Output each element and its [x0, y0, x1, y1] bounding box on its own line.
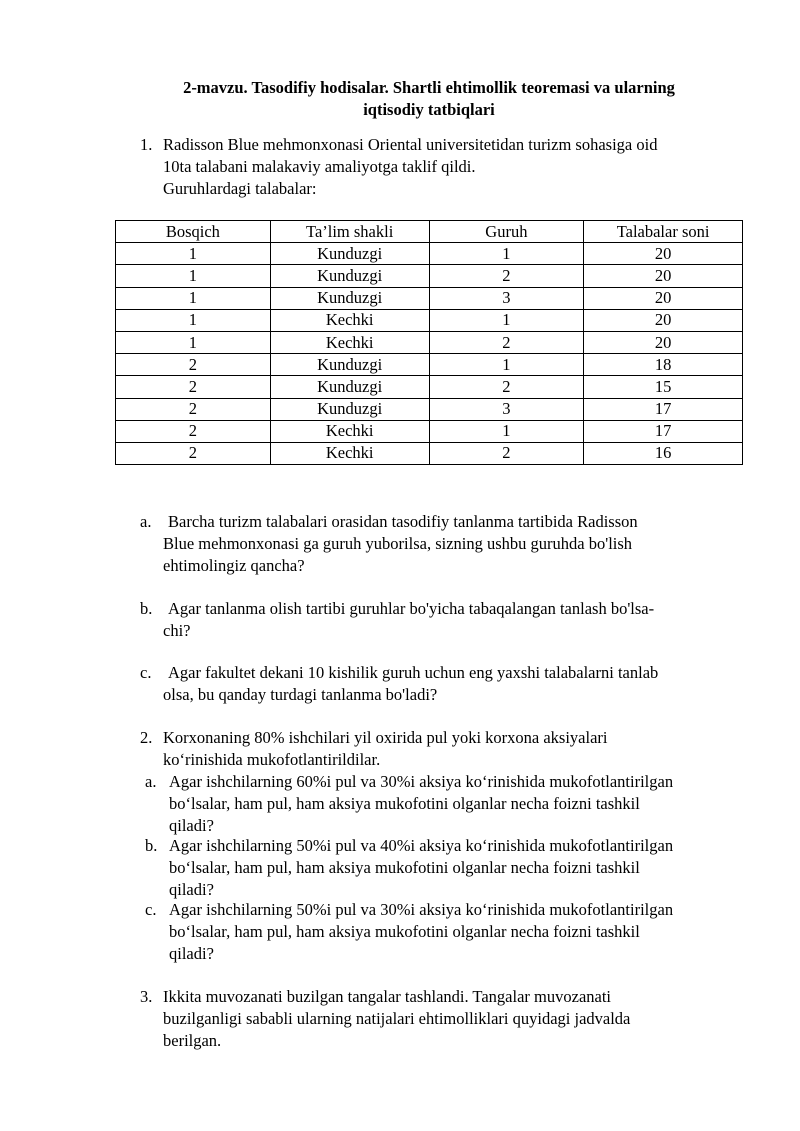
question-2c-label: c. [145, 900, 157, 919]
page-title [100, 77, 758, 121]
table-row [116, 354, 743, 376]
table-cell: 20 [584, 309, 743, 331]
table-cell: 2 [116, 420, 271, 442]
question-1a-line-1: Barcha turizm talabalari orasidan tasodifiy tanlanma tartibida Radisson [168, 512, 638, 531]
table-cell: 1 [429, 420, 584, 442]
table-cell: 1 [429, 243, 584, 265]
question-2b-label: b. [145, 836, 158, 855]
table-cell: 2 [429, 331, 584, 353]
question-1b-label: b. [140, 599, 153, 618]
table-cell: 1 [429, 354, 584, 376]
title-line-1: 2-mavzu. Tasodifiy hodisalar. Shartli ehtimollik teoremasi va ularning [183, 78, 675, 97]
table-row [116, 442, 743, 464]
table-cell: 20 [584, 243, 743, 265]
table-cell: 3 [429, 287, 584, 309]
table-cell: Kunduzgi [270, 398, 429, 420]
table-header-cell: Ta’lim shakli [270, 221, 429, 243]
table-cell: Kechki [270, 442, 429, 464]
question-2b [145, 835, 745, 901]
question-1a-line-2: Blue mehmonxonasi ga guruh yuborilsa, sizning ushbu guruhda bo'lish [163, 534, 633, 553]
table-row [116, 420, 743, 442]
question-1-number: 1. [140, 135, 153, 154]
question-2 [140, 727, 743, 771]
question-1b-line-2: chi? [163, 621, 191, 640]
question-3 [140, 986, 743, 1052]
table-cell: 20 [584, 287, 743, 309]
table-cell: Kunduzgi [270, 265, 429, 287]
table-cell: 16 [584, 442, 743, 464]
table-cell: Kunduzgi [270, 243, 429, 265]
question-2a [145, 771, 745, 837]
table-cell: 2 [429, 442, 584, 464]
question-1a-label: a. [140, 512, 152, 531]
question-1a [140, 511, 743, 577]
table-cell: 1 [116, 243, 271, 265]
question-1b [140, 598, 743, 642]
question-2a-line-1: Agar ishchilarning 60%i pul va 30%i aksiya ko‘rinishida mukofotlantirilgan [169, 772, 674, 791]
table-cell: 2 [429, 376, 584, 398]
table-cell: 15 [584, 376, 743, 398]
question-2-number: 2. [140, 728, 153, 747]
question-1-line-1: Radisson Blue mehmonxonasi Oriental universitetidan turizm sohasiga oid [163, 135, 658, 154]
table-row [116, 376, 743, 398]
question-2a-label: a. [145, 772, 157, 791]
question-1 [140, 134, 743, 200]
title-line-2: iqtisodiy tatbiqlari [363, 100, 495, 119]
question-1c-line-1: Agar fakultet dekani 10 kishilik guruh uchun eng yaxshi talabalarni tanlab [168, 663, 659, 682]
table-cell: 2 [116, 376, 271, 398]
question-1-line-3: Guruhlardagi talabalar: [163, 179, 317, 198]
question-1b-line-1: Agar tanlanma olish tartibi guruhlar bo'yicha tabaqalangan tanlash bo'lsa- [168, 599, 655, 618]
question-2-line-1: Korxonaning 80% ishchilari yil oxirida pul yoki korxona aksiyalari [163, 728, 608, 747]
table-row [116, 243, 743, 265]
question-1c-line-2: olsa, bu qanday turdagi tanlanma bo'ladi? [163, 685, 438, 704]
table-cell: 17 [584, 420, 743, 442]
table-cell: 18 [584, 354, 743, 376]
table-row [116, 287, 743, 309]
table-cell: 1 [116, 287, 271, 309]
table-row [116, 331, 743, 353]
question-2-line-2: ko‘rinishida mukofotlantirildilar. [163, 750, 381, 769]
table-cell: Kechki [270, 420, 429, 442]
question-1c-label: c. [140, 663, 152, 682]
question-3-line-1: Ikkita muvozanati buzilgan tangalar tashlandi. Tangalar muvozanati [163, 987, 612, 1006]
table-cell: 1 [116, 331, 271, 353]
table-cell: Kechki [270, 331, 429, 353]
question-1a-line-3: ehtimolingiz qancha? [163, 556, 305, 575]
table-cell: 20 [584, 331, 743, 353]
question-2c-line-2: bo‘lsalar, ham pul, ham aksiya mukofotini olganlar necha foizni tashkil [169, 922, 640, 941]
table-cell: Kechki [270, 309, 429, 331]
table-cell: 2 [116, 398, 271, 420]
question-2a-line-2: bo‘lsalar, ham pul, ham aksiya mukofotini olganlar necha foizni tashkil [169, 794, 640, 813]
question-2b-line-3: qiladi? [169, 880, 214, 899]
table-cell: 17 [584, 398, 743, 420]
table-cell: Kunduzgi [270, 376, 429, 398]
table-header-cell: Talabalar soni [584, 221, 743, 243]
table-header-cell: Guruh [429, 221, 584, 243]
question-1c [140, 662, 743, 706]
question-3-number: 3. [140, 987, 153, 1006]
table-row [116, 398, 743, 420]
question-2a-line-3: qiladi? [169, 816, 214, 835]
table-cell: 1 [116, 265, 271, 287]
table-cell: 2 [429, 265, 584, 287]
table-header-row [116, 221, 743, 243]
table-cell: 2 [116, 442, 271, 464]
question-2c [145, 899, 745, 965]
table-cell: Kunduzgi [270, 354, 429, 376]
question-3-line-3: berilgan. [163, 1031, 222, 1050]
question-2c-line-1: Agar ishchilarning 50%i pul va 30%i aksiya ko‘rinishida mukofotlantirilgan [169, 900, 674, 919]
table-row [116, 309, 743, 331]
table-header-cell: Bosqich [116, 221, 271, 243]
student-groups-table [115, 220, 743, 465]
table-cell: 2 [116, 354, 271, 376]
question-2b-line-1: Agar ishchilarning 50%i pul va 40%i aksiya ko‘rinishida mukofotlantirilgan [169, 836, 674, 855]
question-2b-line-2: bo‘lsalar, ham pul, ham aksiya mukofotini olganlar necha foizni tashkil [169, 858, 640, 877]
table-cell: 20 [584, 265, 743, 287]
table-cell: 3 [429, 398, 584, 420]
table-row [116, 265, 743, 287]
table-cell: 1 [429, 309, 584, 331]
table-cell: 1 [116, 309, 271, 331]
question-3-line-2: buzilganligi sababli ularning natijalari ehtimolliklari quyidagi jadvalda [163, 1009, 631, 1028]
question-1-line-2: 10ta talabani malakaviy amaliyotga taklif qildi. [163, 157, 476, 176]
table-cell: Kunduzgi [270, 287, 429, 309]
question-2c-line-3: qiladi? [169, 944, 214, 963]
